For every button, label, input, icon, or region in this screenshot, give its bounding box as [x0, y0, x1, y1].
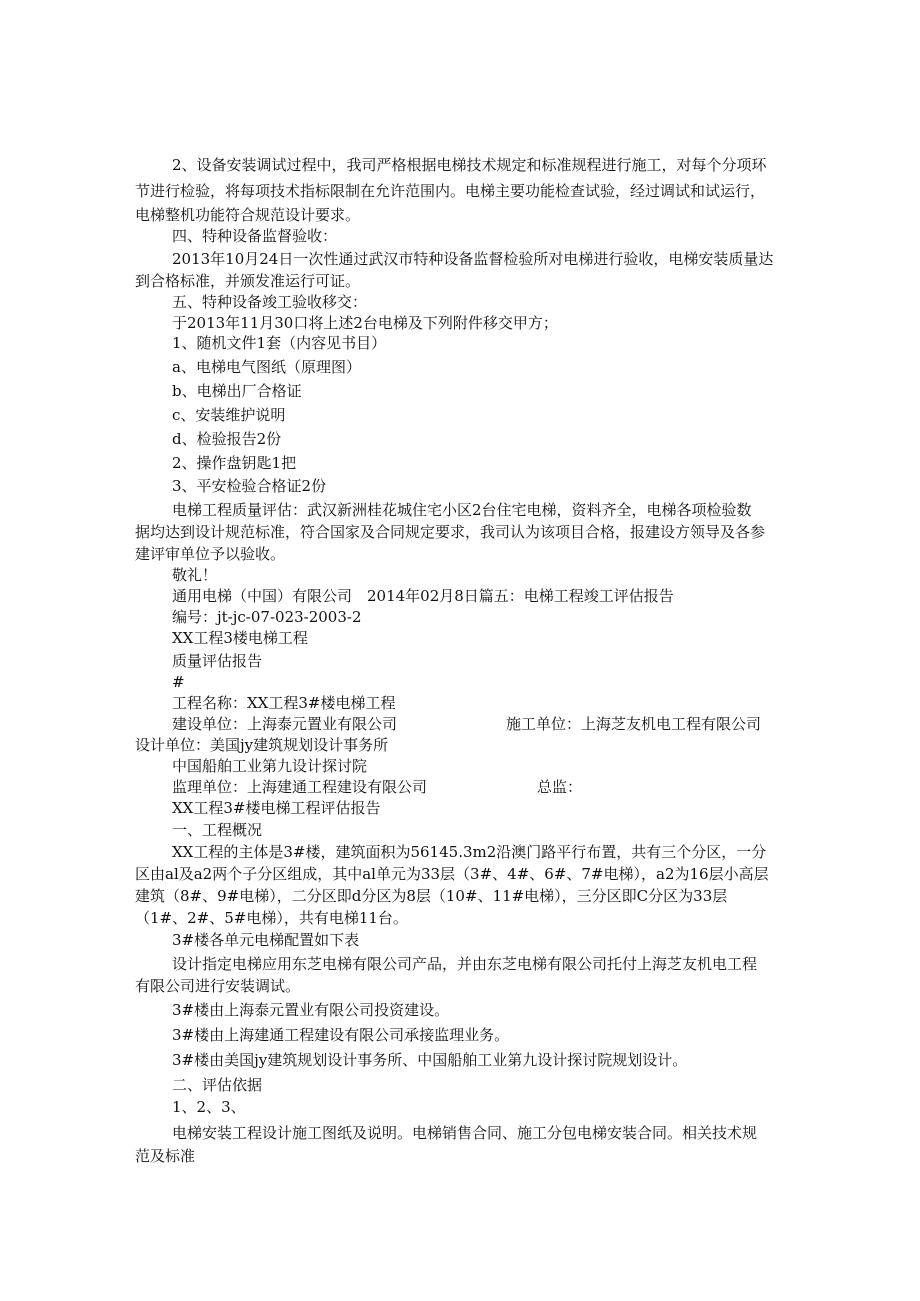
- text-line: 区由al及a2两个子分区组成，其中al单元为33层（3#、4#、6#、7#电梯），a2为16层小高层: [135, 865, 769, 883]
- list-item: d、检验报告2份: [172, 430, 282, 448]
- text-line: 节进行检验，将每项技术指标限制在允许范围内。电梯主要功能检查试验，经过调试和试运行，: [135, 182, 766, 200]
- design-unit-2: 中国船舶工业第九设计探讨院: [172, 757, 368, 775]
- list-item: a、电梯电气图纸（原理图）: [172, 358, 361, 376]
- list-item: 1、2、3、: [172, 1098, 246, 1116]
- project-name: 工程名称：XX工程3#楼电梯工程: [172, 694, 396, 712]
- text-line: 电梯安装工程设计施工图纸及说明。电梯销售合同、施工分包电梯安装合同。相关技术规: [172, 1124, 758, 1142]
- report-heading: XX工程3#楼电梯工程评估报告: [172, 799, 381, 817]
- list-item: 1、随机文件1套（内容见书目）: [172, 334, 387, 352]
- text-line: 于2013年11月30口将上述2台电梯及下列附件移交甲方；: [172, 314, 558, 332]
- list-item: 2、操作盘钥匙1把: [172, 454, 297, 472]
- owner-unit: 建设单位：上海泰元置业有限公司: [172, 715, 398, 733]
- text-line: 3#楼由美国jy建筑规划设计事务所、中国船舶工业第九设计探讨院规划设计。: [172, 1051, 688, 1069]
- text-line: 到合格标准，并颁发准运行可证。: [135, 272, 361, 290]
- document-number: 编号：jt-jc-07-023-2003-2: [172, 608, 362, 626]
- text-line: 设计指定电梯应用东芝电梯有限公司产品，并由东芝电梯有限公司托付上海芝友机电工程: [172, 955, 758, 973]
- section-heading: 二、评估依据: [172, 1076, 263, 1094]
- text-line: 据均达到设计规范标准，符合国家及合同规定要求，我司认为该项目合格，报建设方领导及各参: [135, 523, 766, 541]
- chief-supervisor: 总监：: [537, 778, 583, 796]
- hash-mark: #: [172, 673, 185, 691]
- section-heading: 五、特种设备竣工验收移交：: [172, 293, 368, 311]
- contractor-unit: 施工单位：上海芝友机电工程有限公司: [506, 715, 762, 733]
- text-line: 电梯工程质量评估：武汉新洲桂花城住宅小区2台住宅电梯，资料齐全，电梯各项检验数: [172, 501, 752, 519]
- text-line: 建筑（8#、9#电梯），二分区即d分区为8层（10#、11#电梯），三分区即C分区为33层: [135, 887, 728, 905]
- report-subtitle: 质量评估报告: [172, 652, 263, 670]
- section-heading: 一、工程概况: [172, 821, 263, 839]
- report-title: XX工程3楼电梯工程: [172, 629, 308, 647]
- text-line: 2013年10月24日一次性通过武汉市特种设备监督检验所对电梯进行验收，电梯安装质量达: [172, 250, 774, 268]
- signature-line: 通用电梯（中国）有限公司 2014年02月8日篇五：电梯工程竣工评估报告: [172, 587, 674, 605]
- text-line: 电梯整机功能符合规范设计要求。: [135, 206, 361, 224]
- text-line: XX工程的主体是3#楼，建筑面积为56145.3m2沿澳门路平行布置，共有三个分区，一分: [172, 843, 767, 861]
- list-item: b、电梯出厂合格证: [172, 382, 302, 400]
- text-line: 2、设备安装调试过程中，我司严格根据电梯技术规定和标准规程进行施工，对每个分项环: [172, 156, 767, 174]
- text-line: 建评审单位予以验收。: [135, 545, 286, 563]
- design-unit: 设计单位：美国jy建筑规划设计事务所: [135, 736, 389, 754]
- list-item: 3、平安检验合格证2份: [172, 477, 327, 495]
- section-heading: 四、特种设备监督验收：: [172, 227, 338, 245]
- text-line: 范及标准: [135, 1147, 196, 1165]
- text-line: 3#楼各单元电梯配置如下表: [172, 931, 360, 949]
- text-line: 3#楼由上海泰元置业有限公司投资建设。: [172, 1001, 450, 1019]
- list-item: c、安装维护说明: [172, 406, 286, 424]
- text-line: （1#、2#、5#电梯），共有电梯11台。: [135, 909, 408, 927]
- supervision-unit: 监理单位：上海建通工程建设有限公司: [172, 778, 428, 796]
- closing-salutation: 敬礼！: [172, 566, 218, 584]
- text-line: 有限公司进行安装调试。: [135, 977, 301, 995]
- text-line: 3#楼由上海建通工程建设有限公司承接监理业务。: [172, 1026, 510, 1044]
